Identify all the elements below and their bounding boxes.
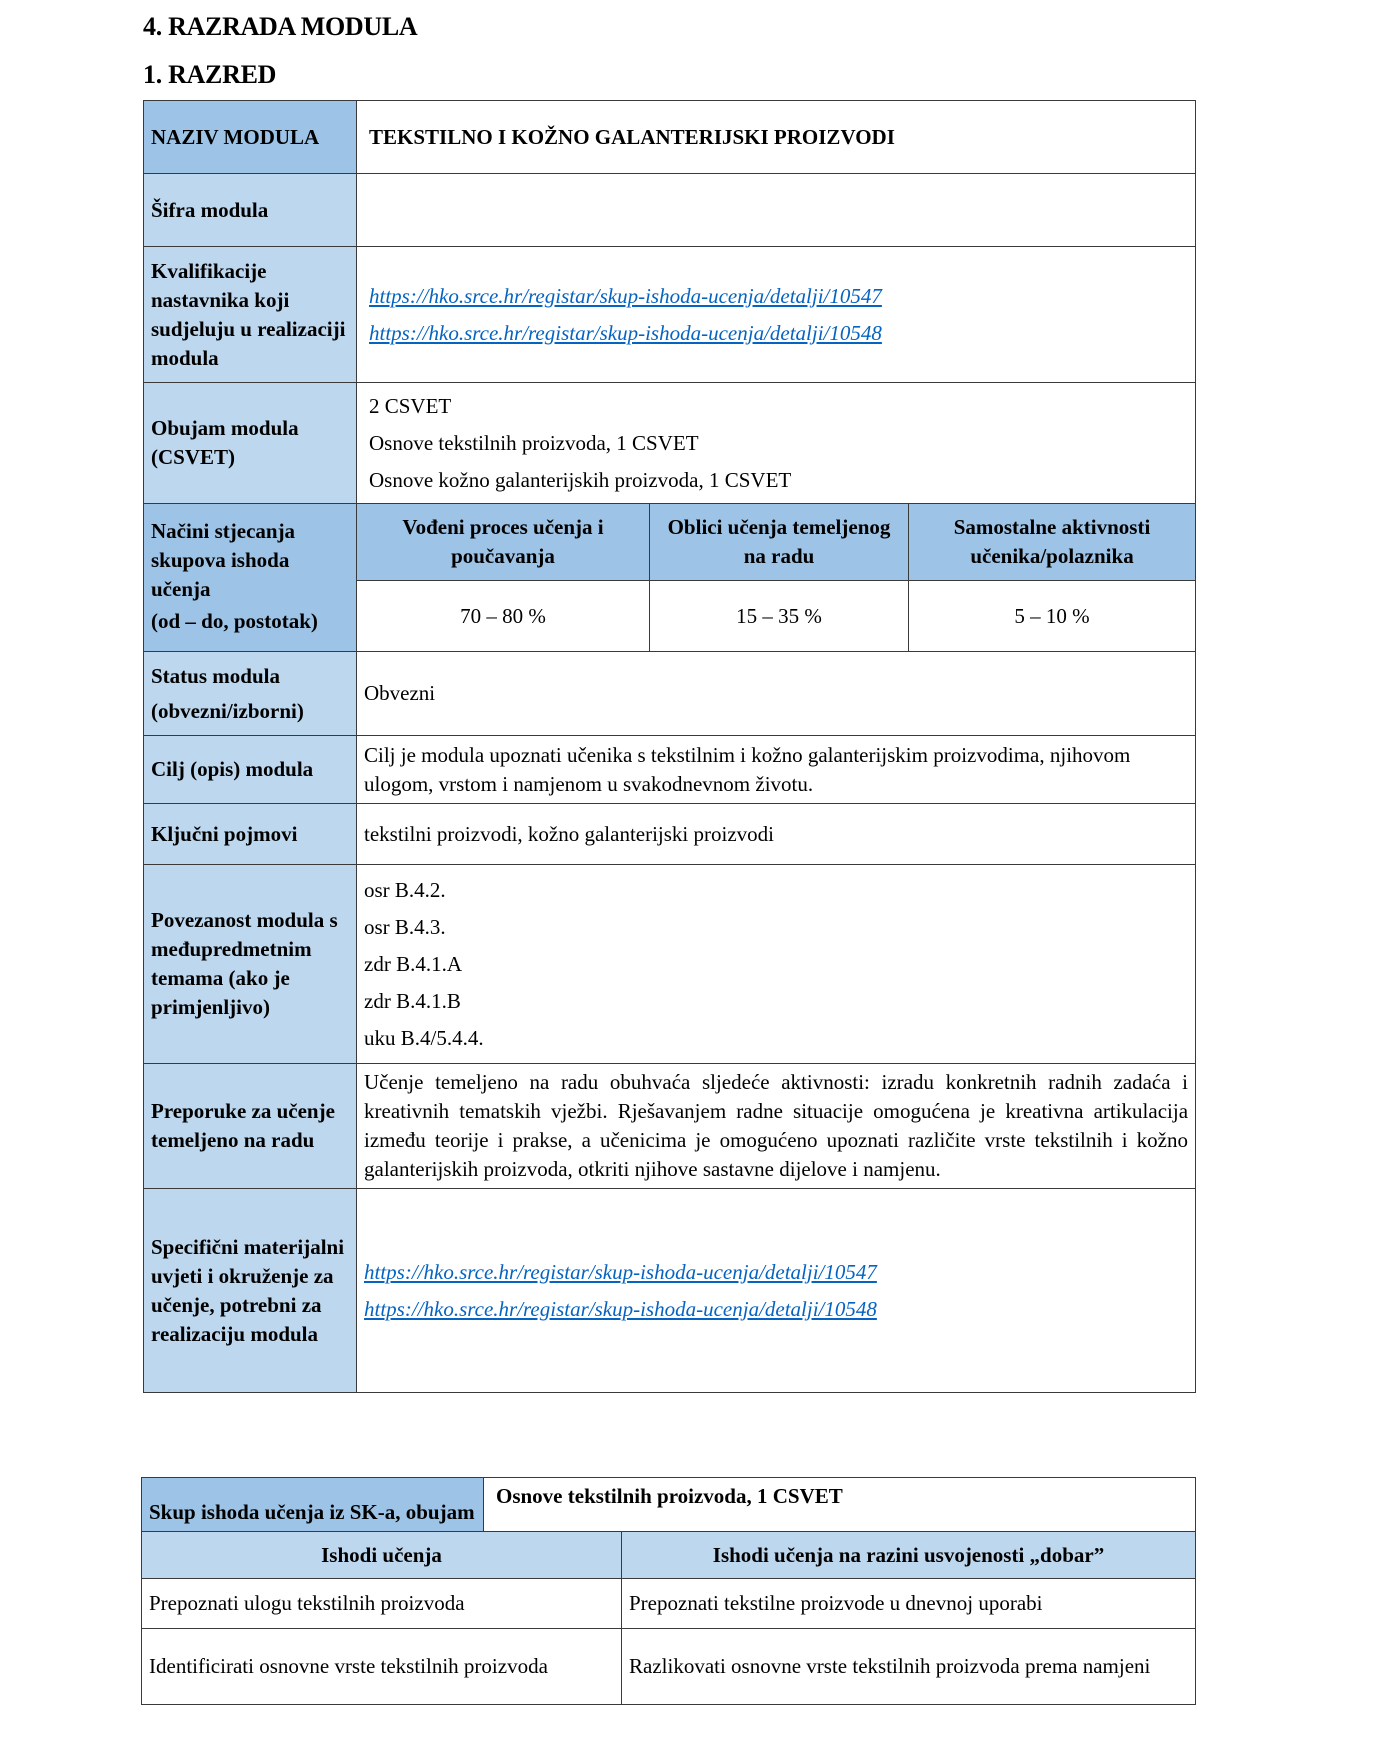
- povezanost-item: osr B.4.2.: [364, 877, 446, 902]
- naziv-label: NAZIV MODULA: [144, 101, 357, 174]
- header-ishodi-dobar: Ishodi učenja na razini usvojenosti „dobar”: [622, 1532, 1196, 1579]
- row-skup: [142, 1478, 1196, 1532]
- row-sifra: [144, 174, 1196, 247]
- outcome-cell: Prepoznati ulogu tekstilnih proizvoda: [142, 1579, 622, 1629]
- table-row: [142, 1629, 1196, 1705]
- section-heading: 4. RAZRADA MODULA: [143, 12, 418, 41]
- cilj-label: Cilj (opis) modula: [144, 736, 357, 804]
- sifra-value: [357, 174, 1196, 247]
- skup-value: Osnove tekstilnih proizvoda, 1 CSVET: [484, 1478, 1196, 1532]
- outcome-cell: Identificirati osnovne vrste tekstilnih proizvoda: [142, 1629, 622, 1705]
- row-povezanost: [144, 865, 1196, 1064]
- row-obujam: [144, 383, 1196, 504]
- status-label: Status modula (obvezni/izborni): [144, 652, 357, 736]
- table-row: [142, 1579, 1196, 1629]
- outcome-dobar-cell: Prepoznati tekstilne proizvode u dnevnoj uporabi: [622, 1579, 1196, 1629]
- status-value: Obvezni: [357, 652, 1196, 736]
- kljucni-label: Ključni pojmovi: [144, 804, 357, 865]
- sifra-label: Šifra modula: [144, 174, 357, 247]
- row-outcomes-header: [142, 1532, 1196, 1579]
- nacini-header-vodeni: Vođeni proces učenja i poučavanja: [357, 504, 650, 581]
- row-nacini-headers: [144, 504, 1196, 581]
- nacini-header-oblici: Oblici učenja temeljenog na radu: [650, 504, 909, 581]
- obujam-line-2: Osnove tekstilnih proizvoda, 1 CSVET: [369, 430, 699, 455]
- povezanost-item: uku B.4/5.4.4.: [364, 1025, 484, 1050]
- kvalifikacije-link-1[interactable]: https://hko.srce.hr/registar/skup-ishoda-ucenja/detalji/10547: [369, 283, 882, 308]
- nacini-label-sub: (od – do, postotak): [151, 609, 318, 633]
- outcomes-table: [141, 1477, 1196, 1705]
- nacini-header-samostalne: Samostalne aktivnosti učenika/polaznika: [909, 504, 1196, 581]
- kvalifikacije-value: [357, 247, 1196, 383]
- row-specificni: [144, 1189, 1196, 1393]
- specificni-label: Specifični materijalni uvjeti i okruženje za učenje, potrebni za realizaciju modula: [144, 1189, 357, 1393]
- nacini-label: [144, 504, 357, 652]
- obujam-line-3: Osnove kožno galanterijskih proizvoda, 1 CSVET: [369, 467, 792, 492]
- grade-heading: 1. RAZRED: [143, 60, 277, 89]
- kvalifikacije-link-2[interactable]: https://hko.srce.hr/registar/skup-ishoda-ucenja/detalji/10548: [369, 320, 882, 345]
- obujam-value: [357, 383, 1196, 504]
- row-kljucni: [144, 804, 1196, 865]
- cilj-value: Cilj je modula upoznati učenika s tekstilnim i kožno galanterijskim proizvodima, njihovom ulogom, vrstom i namjenom u svakodnevnom životu.: [357, 736, 1196, 804]
- header-ishodi: Ishodi učenja: [142, 1532, 622, 1579]
- nacini-value-oblici: 15 – 35 %: [650, 581, 909, 652]
- obujam-label: Obujam modula (CSVET): [144, 383, 357, 504]
- specificni-link-2[interactable]: https://hko.srce.hr/registar/skup-ishoda-ucenja/detalji/10548: [364, 1296, 877, 1321]
- row-status: [144, 652, 1196, 736]
- specificni-value: [357, 1189, 1196, 1393]
- kvalifikacije-label: Kvalifikacije nastavnika koji sudjeluju u realizaciji modula: [144, 247, 357, 383]
- povezanost-value: [357, 865, 1196, 1064]
- preporuke-value: Učenje temeljeno na radu obuhvaća sljedeće aktivnosti: izradu konkretnih radnih zadaća i kreativnih tematskih vježbi. Rješavanjem radne situacije omogućena je kreativna artikulacija između teorije i prakse, a učenicima je omogućeno upoznati različite vrste tekstilnih i kožno galanterijskih proizvoda, otkriti njihove sastavne dijelove i namjenu.: [357, 1064, 1196, 1189]
- row-cilj: [144, 736, 1196, 804]
- nacini-value-vodeni: 70 – 80 %: [357, 581, 650, 652]
- skup-label: Skup ishoda učenja iz SK-a, obujam: [142, 1478, 484, 1532]
- nacini-value-samostalne: 5 – 10 %: [909, 581, 1196, 652]
- obujam-line-1: 2 CSVET: [369, 393, 452, 418]
- outcome-dobar-cell: Razlikovati osnovne vrste tekstilnih proizvoda prema namjeni: [622, 1629, 1196, 1705]
- preporuke-label: Preporuke za učenje temeljeno na radu: [144, 1064, 357, 1189]
- povezanost-label: Povezanost modula s međupredmetnim temama (ako je primjenljivo): [144, 865, 357, 1064]
- row-kvalifikacije: [144, 247, 1196, 383]
- row-preporuke: [144, 1064, 1196, 1189]
- kljucni-value: tekstilni proizvodi, kožno galanterijski proizvodi: [357, 804, 1196, 865]
- nacini-label-main: Načini stjecanja skupova ishoda učenja: [151, 519, 296, 601]
- naziv-value: TEKSTILNO I KOŽNO GALANTERIJSKI PROIZVODI: [357, 101, 1196, 174]
- row-naziv: [144, 101, 1196, 174]
- povezanost-item: osr B.4.3.: [364, 914, 446, 939]
- povezanost-item: zdr B.4.1.A: [364, 951, 462, 976]
- povezanost-item: zdr B.4.1.B: [364, 988, 461, 1013]
- module-table: [143, 100, 1196, 1393]
- specificni-link-1[interactable]: https://hko.srce.hr/registar/skup-ishoda-ucenja/detalji/10547: [364, 1259, 877, 1284]
